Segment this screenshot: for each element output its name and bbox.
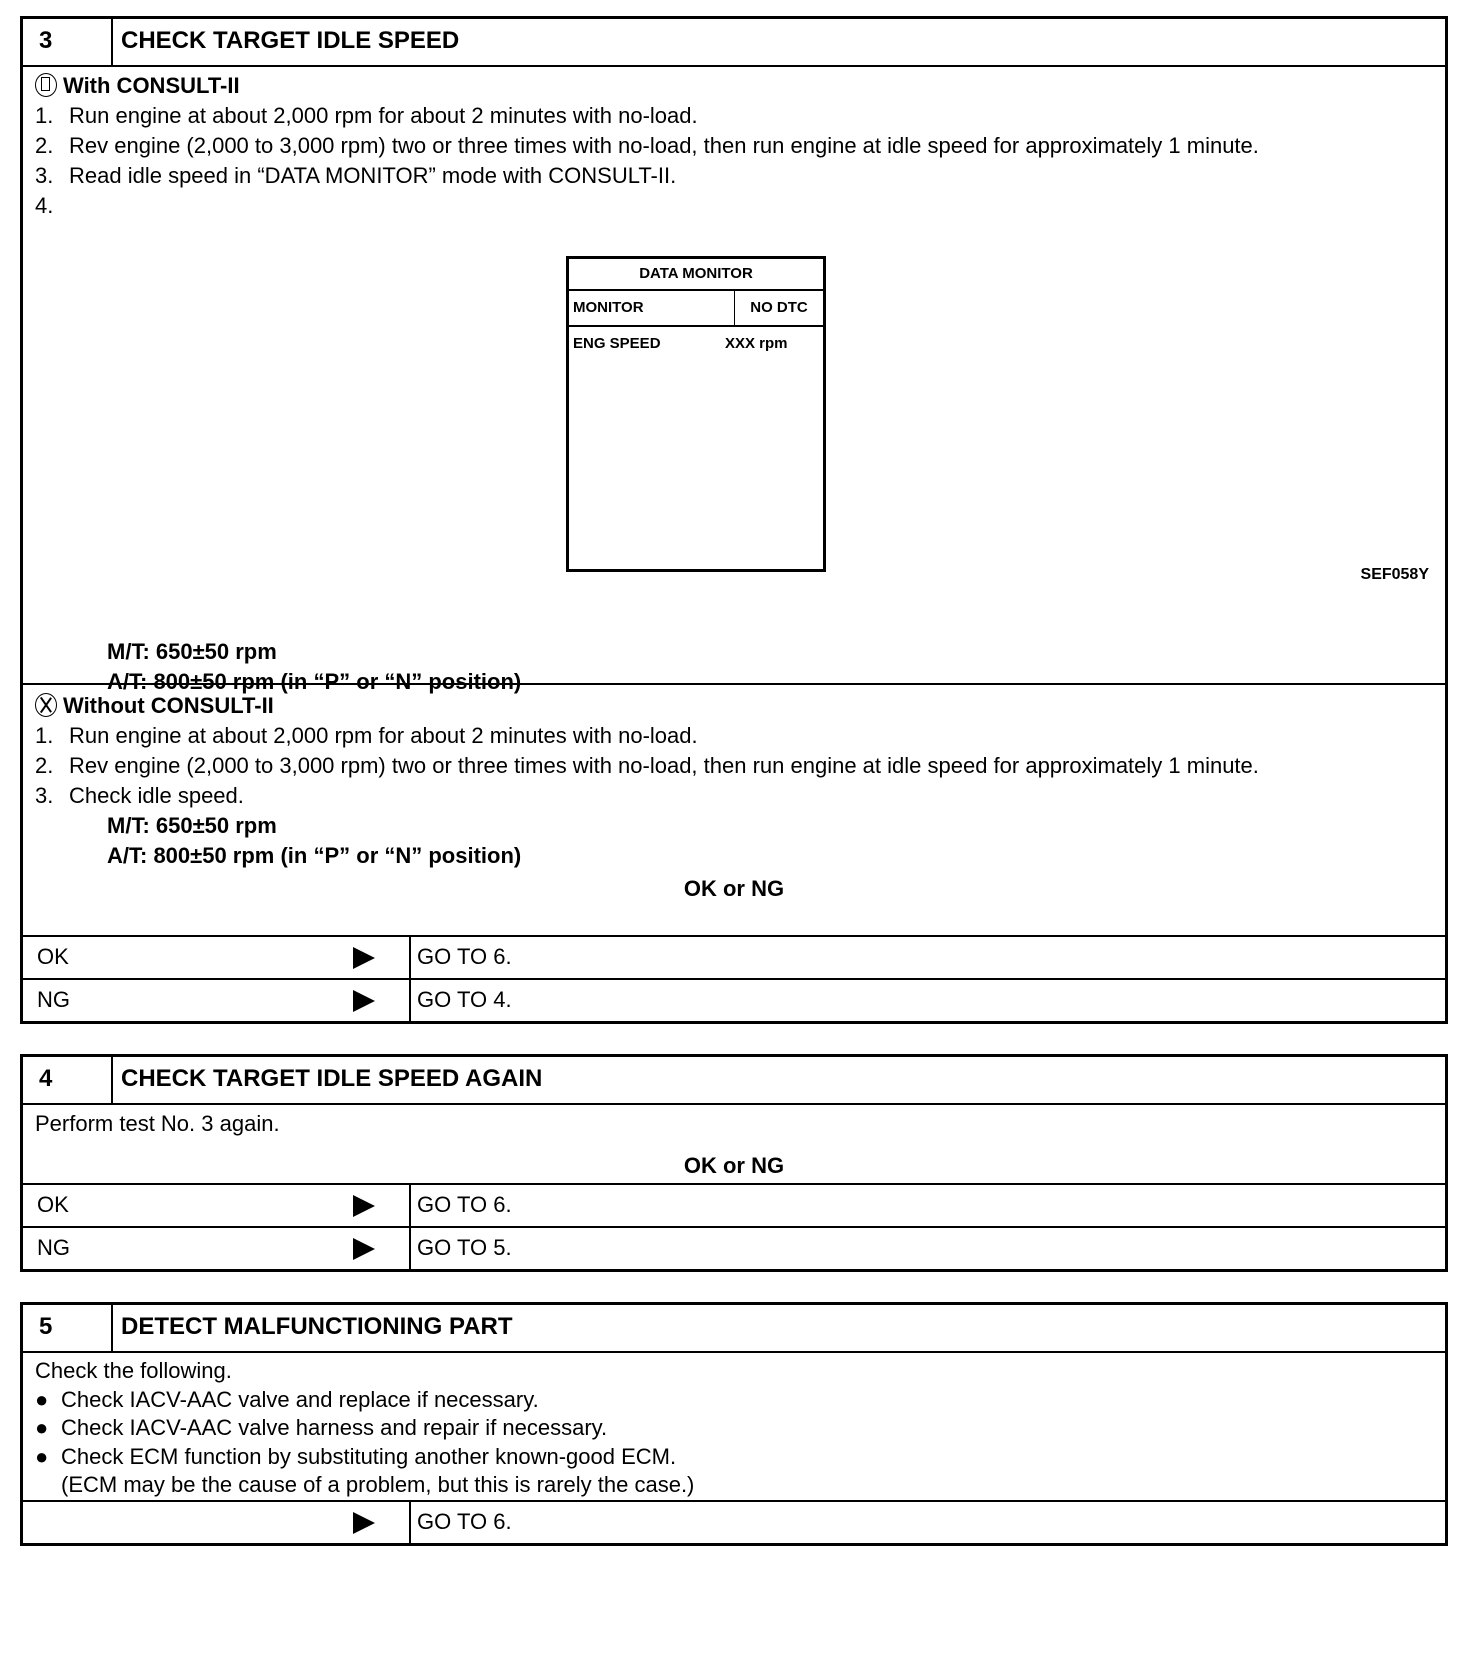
step-3-block [20,16,1448,1024]
spec-mt: M/T: 650±50 rpm [107,813,277,838]
consult-icon [35,73,57,97]
list-item: 2. Rev engine (2,000 to 3,000 rpm) two or three times with no-load, then run engine at idle speed for approximately 1 minute. [35,133,1259,158]
list-item: 1. Run engine at about 2,000 rpm for about 2 minutes with no-load. [35,723,698,748]
result-row-ok[interactable]: OK GO TO 6. [23,1183,1445,1226]
monitor-row-label: ENG SPEED [573,335,661,352]
monitor-header [569,291,823,327]
monitor-row [569,327,823,352]
monitor-col-label: MONITOR [569,291,735,325]
list-item: 1. Run engine at about 2,000 rpm for about 2 minutes with no-load. [35,103,698,128]
goto-link[interactable]: GO TO 6. [417,944,512,969]
with-consult-heading: With CONSULT-II [35,71,1433,101]
arrow-right-icon [353,1238,375,1260]
result-row-ng[interactable]: NG GO TO 4. [23,978,1445,1021]
spec-mt: M/T: 650±50 rpm [107,639,277,664]
bullet-item: ● Check IACV-AAC valve and replace if necessary. [35,1386,1433,1415]
goto-link[interactable]: GO TO 6. [417,1192,512,1217]
arrow-right-icon [353,1195,375,1217]
list-item: 3. Check idle speed. [35,783,244,808]
step-4-block [20,1054,1448,1272]
monitor-title: DATA MONITOR [569,259,823,291]
without-consult-heading: Without CONSULT-II [35,691,1433,721]
bullet-icon: ● [35,1443,49,1469]
data-monitor-figure [566,256,826,572]
no-consult-icon [35,693,57,717]
bullet-item: ● Check IACV-AAC valve harness and repair if necessary. [35,1414,1433,1443]
step-5-header [23,1305,1445,1353]
bullet-item: ● Check ECM function by substituting another known-good ECM. [35,1443,1433,1472]
spec-at: A/T: 800±50 rpm (in “P” or “N” position) [107,843,522,868]
step-3-header [23,19,1445,67]
without-consult-section [23,687,1445,907]
note-text: (ECM may be the cause of a problem, but this is rarely the case.) [61,1472,695,1497]
result-row-next[interactable] [23,1500,1445,1543]
step-5-block [20,1302,1448,1546]
step-number: 4 [23,1057,113,1103]
result-rows [23,1183,1445,1269]
body-text: Perform test No. 3 again. [35,1111,280,1136]
bullet-icon: ● [35,1386,49,1412]
step-number: 3 [23,19,113,65]
goto-link[interactable]: GO TO 4. [417,987,512,1012]
list-item: 2. Rev engine (2,000 to 3,000 rpm) two or three times with no-load, then run engine at idle speed for approximately 1 minute. [35,753,1259,778]
step-title: DETECT MALFUNCTIONING PART [121,1313,513,1340]
arrow-right-icon [353,990,375,1012]
step-5-body [23,1353,1445,1500]
goto-link[interactable]: GO TO 6. [417,1509,512,1534]
monitor-row-value: XXX rpm [725,335,788,352]
step-title: CHECK TARGET IDLE SPEED AGAIN [121,1065,543,1092]
ok-or-ng-label: OK or NG [683,1153,785,1178]
intro-text: Check the following. [35,1358,232,1383]
step-4-body [23,1105,1445,1191]
figure-id: SEF058Y [1360,566,1429,583]
ok-or-ng-label: OK or NG [683,876,785,901]
list-item: 3. Read idle speed in “DATA MONITOR” mode with CONSULT-II. [35,163,677,188]
result-row-ng[interactable]: NG GO TO 5. [23,1226,1445,1269]
result-rows [23,935,1445,1021]
step-title: CHECK TARGET IDLE SPEED [121,27,460,54]
step-4-header [23,1057,1445,1105]
result-rows [23,1500,1445,1543]
arrow-right-icon [353,947,375,969]
divider [23,683,1445,685]
list-item: 4. [35,193,54,218]
result-row-ok[interactable]: OK GO TO 6. [23,935,1445,978]
step-number: 5 [23,1305,113,1351]
bullet-icon: ● [35,1415,49,1440]
goto-link[interactable]: GO TO 5. [417,1235,512,1260]
monitor-col-status: NO DTC [750,299,808,316]
spec-at: A/T: 800±50 rpm (in “P” or “N” position) [107,669,522,694]
arrow-right-icon [353,1512,375,1534]
